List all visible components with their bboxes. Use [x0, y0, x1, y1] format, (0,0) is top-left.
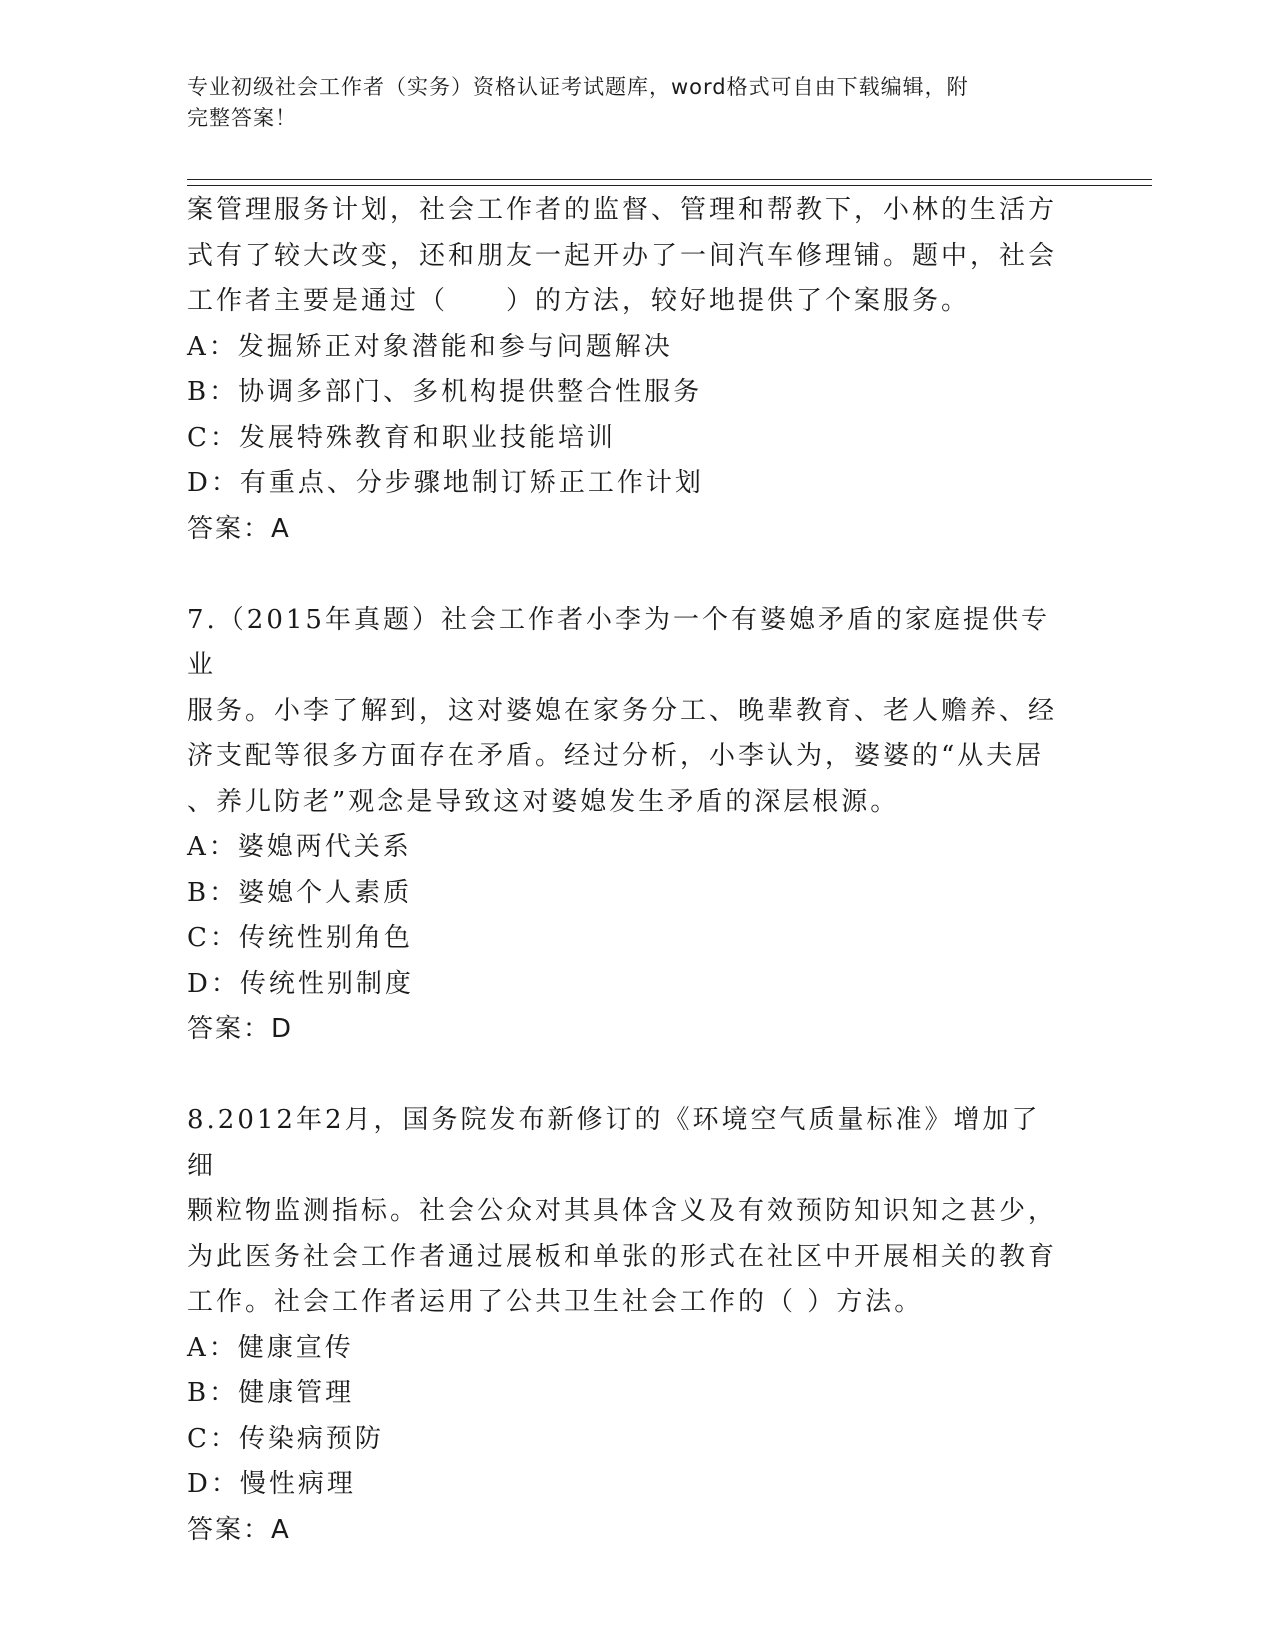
question-stem-line: 为此医务社会工作者通过展板和单张的形式在社区中开展相关的教育: [187, 1241, 1058, 1272]
header-line-1: 专业初级社会工作者（实务）资格认证考试题库，word格式可自由下载编辑，附: [187, 75, 969, 99]
answer: 答案：A: [187, 513, 291, 544]
question-stem-line: 工作者主要是通过（ ）的方法，较好地提供了个案服务。: [187, 286, 971, 316]
question-stem-line: 案管理服务计划，社会工作者的监督、管理和帮教下，小林的生活方: [187, 195, 1058, 225]
question-stem-line: 服务。小李了解到，这对婆媳在家务分工、晚辈教育、老人赡养、经: [187, 695, 1058, 726]
option-c: C：传染病预防: [187, 1423, 384, 1454]
question-6: [187, 188, 1067, 552]
header-rule-thick: [187, 179, 1152, 180]
option-b: B：婆媳个人素质: [187, 877, 413, 908]
option-a: A：健康宣传: [187, 1332, 354, 1363]
question-stem-line: 、养儿防老”观念是导致这对婆媳发生矛盾的深层根源。: [187, 786, 900, 817]
question-7: [187, 598, 1067, 1053]
option-b: B：协调多部门、多机构提供整合性服务: [187, 377, 703, 407]
option-a: A：发掘矫正对象潜能和参与问题解决: [187, 331, 673, 362]
option-d: D：有重点、分步骤地制订矫正工作计划: [187, 468, 704, 498]
question-content: [187, 188, 1067, 1553]
question-stem-line: 颗粒物监测指标。社会公众对其具体含义及有效预防知识知之甚少，: [187, 1196, 1058, 1226]
question-stem-line: 7.（2015年真题）社会工作者小李为一个有婆媳矛盾的家庭提供专业: [187, 604, 1050, 680]
option-d: D：慢性病理: [187, 1469, 356, 1499]
question-stem-line: 工作。社会工作者运用了公共卫生社会工作的（ ）方法。: [187, 1287, 924, 1317]
header-line-2: 完整答案！: [187, 106, 297, 130]
answer: 答案：A: [187, 1514, 291, 1545]
document-header: [187, 72, 1067, 134]
spacer: [187, 1053, 1067, 1099]
option-c: C：发展特殊教育和职业技能培训: [187, 422, 616, 453]
option-c: C：传统性别角色: [187, 923, 413, 953]
spacer: [187, 552, 1067, 598]
question-stem-line: 8.2012年2月，国务院发布新修订的《环境空气质量标准》增加了细: [187, 1105, 1041, 1181]
answer: 答案：D: [187, 1014, 294, 1044]
option-a: A：婆媳两代关系: [187, 832, 412, 862]
question-8: [187, 1098, 1067, 1553]
header-rule-thin: [187, 185, 1152, 186]
question-stem-line: 济支配等很多方面存在矛盾。经过分析，小李认为，婆婆的“从夫居: [187, 741, 1045, 771]
option-d: D：传统性别制度: [187, 968, 414, 999]
option-b: B：健康管理: [187, 1378, 355, 1408]
question-stem-line: 式有了较大改变，还和朋友一起开办了一间汽车修理铺。题中，社会: [187, 240, 1058, 271]
